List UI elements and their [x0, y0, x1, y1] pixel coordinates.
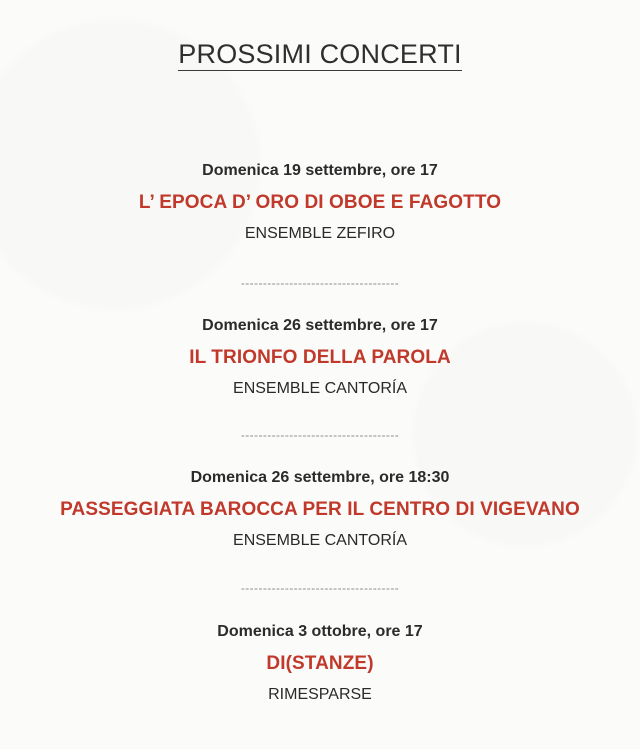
page-title-wrapper [0, 39, 640, 71]
event-ensemble: RIMESPARSE [268, 686, 372, 703]
concert-event-4 [0, 623, 640, 704]
event-date: Domenica 19 settembre, ore 17 [202, 162, 438, 179]
event-date: Domenica 3 ottobre, ore 17 [217, 623, 423, 640]
event-ensemble: ENSEMBLE CANTORÍA [233, 532, 407, 549]
event-separator: ------------------------------------ [240, 276, 400, 290]
event-title: L’ EPOCA D’ ORO DI OBOE E FAGOTTO [138, 192, 502, 213]
event-date: Domenica 26 settembre, ore 18:30 [190, 469, 450, 486]
event-title: PASSEGGIATA BAROCCA PER IL CENTRO DI VIGEVANO [60, 499, 580, 520]
event-ensemble: ENSEMBLE CANTORÍA [233, 380, 407, 397]
event-separator: ------------------------------------ [240, 428, 400, 442]
concert-event-3 [0, 469, 640, 550]
concert-event-1 [0, 162, 640, 243]
event-title: IL TRIONFO DELLA PAROLA [189, 347, 451, 368]
page-title: PROSSIMI CONCERTI [178, 39, 462, 69]
event-title: DI(STANZE) [266, 653, 374, 674]
event-ensemble: ENSEMBLE ZEFIRO [244, 225, 396, 242]
event-separator: ------------------------------------ [240, 581, 400, 595]
event-date: Domenica 26 settembre, ore 17 [202, 317, 438, 334]
concert-event-2 [0, 317, 640, 398]
